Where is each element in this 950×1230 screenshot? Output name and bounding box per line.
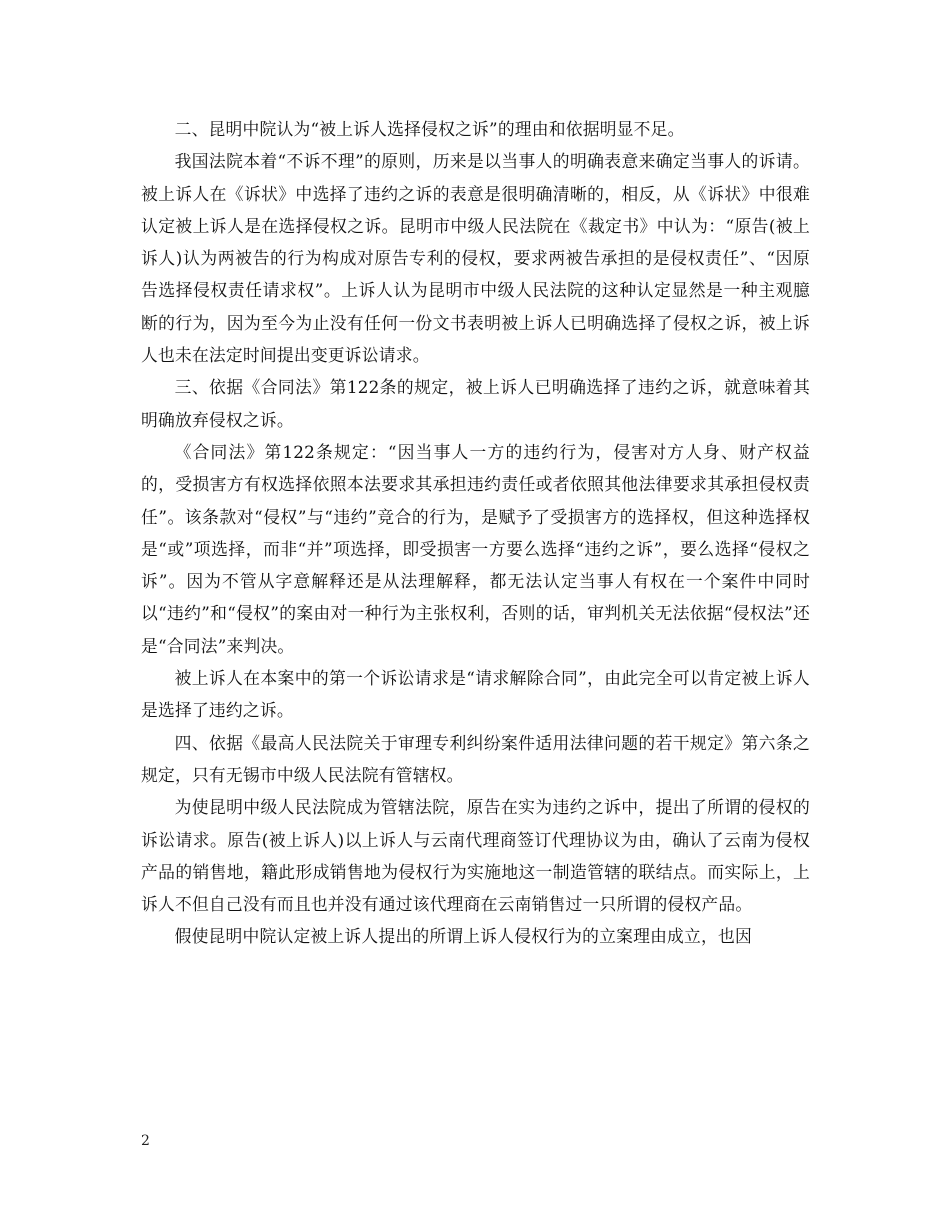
paragraph-section-four-heading: 四、依据《最高人民法院关于审理专利纠纷案件适用法律问题的若干规定》第六条之规定，只有无锡市中级人民法院有管辖权。 (141, 732, 810, 785)
paragraph-first-claim: 被上诉人在本案中的第一个诉讼请求是“请求解除合同”，由此完全可以肯定被上诉人是选择了违约之诉。 (141, 668, 810, 721)
page-number: 2 (141, 1133, 150, 1149)
paragraph-continuation: 假使昆明中院认定被上诉人提出的所谓上诉人侵权行为的立案理由成立，也因 (174, 926, 752, 947)
paragraph-jurisdiction-argument: 为使昆明中级人民法院成为管辖法院，原告在实为违约之诉中，提出了所谓的侵权的诉讼请求。原告(被上诉人)以上诉人与云南代理商签订代理协议为由，确认了云南为侵权产品的销售地，籍此形成销售地为侵权行为实施地这一制造管辖的联结点。而实际上，上诉人不但自己没有而且也并没有通过该代理商在云南销售过一只所谓的侵权产品。 (141, 797, 810, 915)
paragraph-section-three-heading: 三、依据《合同法》第122条的规定，被上诉人已明确选择了违约之诉，就意味着其明确放弃侵权之诉。 (141, 377, 810, 430)
paragraph-principle-of-no-suit: 我国法院本着“不诉不理”的原则，历来是以当事人的明确表意来确定当事人的诉请。被上诉人在《诉状》中选择了违约之诉的表意是很明确清晰的，相反，从《诉状》中很难认定被上诉人是在选择侵权之诉。昆明市中级人民法院在《裁定书》中认为：“原告(被上诉人)认为两被告的行为构成对原告专利的侵权，要求两被告承担的是侵权责任”、“因原告选择侵权责任请求权”。上诉人认为昆明市中级人民法院的这种认定显然是一种主观臆断的行为，因为至今为止没有任何一份文书表明被上诉人已明确选择了侵权之诉，被上诉人也未在法定时间提出变更诉讼请求。 (141, 151, 810, 366)
paragraph-contract-law-article-122: 《合同法》第122条规定：“因当事人一方的违约行为，侵害对方人身、财产权益的，受损害方有权选择依照本法要求其承担违约责任或者依照其他法律要求其承担侵权责任”。该条款对“侵权”与“违约”竞合的行为，是赋予了受损害方的选择权，但这种选择权是“或”项选择，而非“并”项选择，即受损害一方要么选择“违约之诉”，要么选择“侵权之诉”。因为不管从字意解释还是从法理解释，都无法认定当事人有权在一个案件中同时以“违约”和“侵权”的案由对一种行为主张权利，否则的话，审判机关无法依据“侵权法”还是“合同法”来判决。 (141, 441, 810, 656)
paragraph-section-two-heading: 二、昆明中院认为“被上诉人选择侵权之诉”的理由和依据明显不足。 (174, 119, 685, 139)
document-body (141, 113, 810, 953)
